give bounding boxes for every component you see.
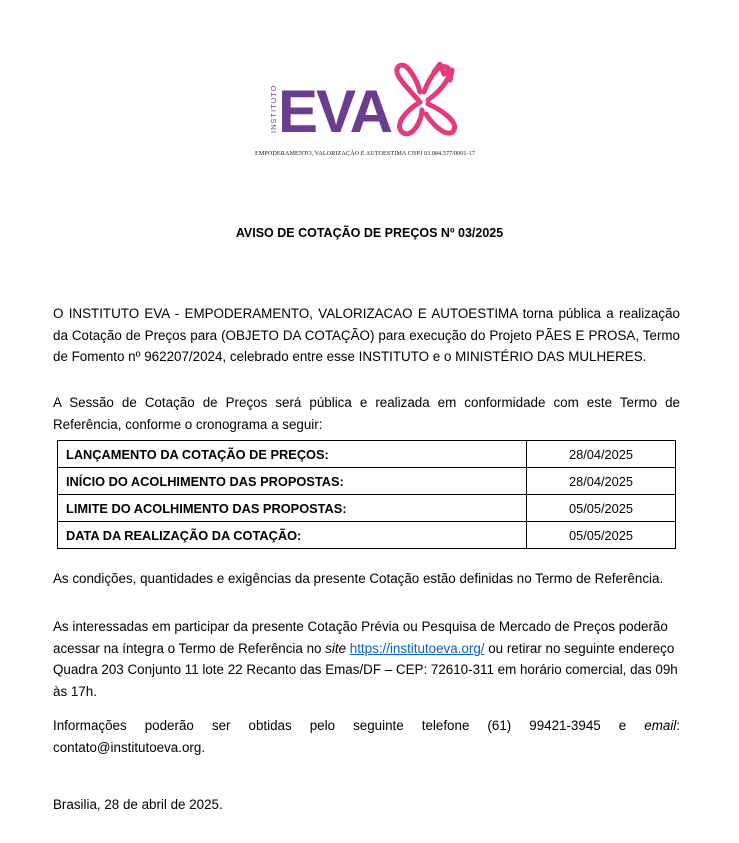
notice-title: AVISO DE COTAÇÃO DE PREÇOS Nº 03/2025 <box>235 226 504 240</box>
table-row <box>58 441 676 468</box>
schedule-label: INÍCIO DO ACOLHIMENTO DAS PROPOSTAS: <box>58 468 527 495</box>
conditions-paragraph: As condições, quantidades e exigências da presente Cotação estão definidas no Termo de Referência. <box>53 571 664 586</box>
contact-paragraph <box>53 715 680 758</box>
access-text-start: As interessadas em participar da presente Cotação Prévia ou Pesquisa de Mercado de Preços poderão acessar na íntegra o Termo de Referência no <box>53 619 668 656</box>
schedule-label: LIMITE DO ACOLHIMENTO DAS PROPOSTAS: <box>58 495 527 522</box>
schedule-label: LANÇAMENTO DA COTAÇÃO DE PREÇOS: <box>58 441 527 468</box>
site-word: site <box>325 640 347 656</box>
schedule-table <box>57 440 676 549</box>
institute-tagline: EMPODERAMENTO, VALORIZAÇÃO E AUTOESTIMA CNPJ 03.084.577/0001-17 <box>255 150 475 157</box>
table-row <box>58 468 676 495</box>
contact-text-end: : contato@institutoeva.org. <box>53 718 680 755</box>
svg-text:EVA: EVA <box>278 78 391 142</box>
schedule-date: 05/05/2025 <box>527 495 676 522</box>
access-text-end: ou retirar no seguinte endereço Quadra 203 Conjunto 11 lote 22 Recanto das Emas/DF – CEP: 72610-311 em horário comercial, das 09h às 17h. <box>53 640 678 699</box>
schedule-date: 28/04/2025 <box>527 468 676 495</box>
intro-paragraph: O INSTITUTO EVA - EMPODERAMENTO, VALORIZACAO E AUTOESTIMA torna pública a realização da Cotação de Preços para (OBJETO DA COTAÇÃO) para execução do Projeto PÃES E PROSA, Termo de Fomento nº 962207/2024, celebrado entre esse INSTITUTO e o MINISTÉRIO DAS MULHERES. <box>53 306 680 364</box>
table-row <box>58 495 676 522</box>
website-link[interactable]: https://institutoeva.org/ <box>349 640 485 656</box>
schedule-date: 05/05/2025 <box>527 522 676 549</box>
access-paragraph <box>53 616 680 702</box>
instituto-eva-logo <box>262 62 472 142</box>
svg-text:INSTITUTO: INSTITUTO <box>269 84 278 133</box>
table-row <box>58 522 676 549</box>
place-date: Brasilia, 28 de abril de 2025. <box>53 797 223 812</box>
session-paragraph: A Sessão de Cotação de Preços será pública e realizada em conformidade com este Termo de Referência, conforme o cronograma a seguir: <box>53 395 680 432</box>
contact-text-start: Informações poderão ser obtidas pelo seguinte telefone (61) 99421-3945 e <box>53 718 645 733</box>
email-word: email <box>644 718 677 733</box>
schedule-date: 28/04/2025 <box>527 441 676 468</box>
schedule-label: DATA DA REALIZAÇÃO DA COTAÇÃO: <box>58 522 527 549</box>
